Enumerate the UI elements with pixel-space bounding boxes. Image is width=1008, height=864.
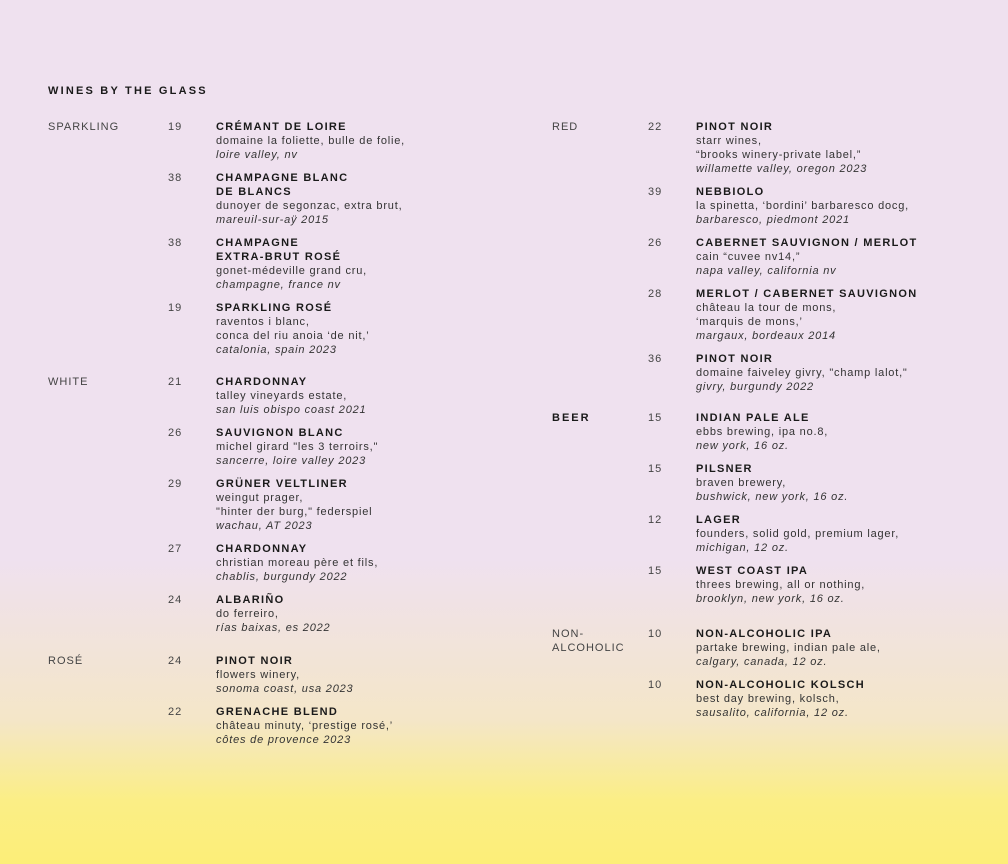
item-name: CHARDONNAY (216, 543, 308, 555)
item-origin: côtes de provence 2023 (216, 734, 352, 746)
item-producer: starr wines, “brooks winery-private label,” (696, 135, 862, 161)
menu-item (648, 564, 899, 606)
item-price: 10 (648, 628, 663, 640)
item-origin: bushwick, new york, 16 oz. (696, 491, 849, 503)
menu-item (168, 654, 393, 696)
item-list (168, 654, 393, 747)
item-name: SAUVIGNON BLANC (216, 427, 344, 439)
item-price: 38 (168, 237, 183, 249)
item-origin: wachau, AT 2023 (216, 520, 313, 532)
item-list (648, 120, 918, 394)
item-origin: napa valley, california nv (696, 265, 837, 277)
menu-item (648, 185, 918, 227)
item-name: PILSNER (696, 463, 753, 475)
section-label: NON- ALCOHOLIC (552, 628, 625, 654)
menu-item (168, 171, 405, 227)
item-producer: flowers winery, (216, 669, 300, 681)
item-producer: weingut prager, "hinter der burg," federspiel (216, 492, 373, 518)
item-name: PINOT NOIR (216, 655, 294, 667)
item-list (648, 411, 899, 606)
menu-item (648, 513, 899, 555)
item-price: 29 (168, 478, 183, 490)
item-origin: loire valley, nv (216, 149, 298, 161)
item-producer: cain “cuvee nv14,” (696, 251, 801, 263)
menu-item (168, 705, 393, 747)
menu-item (168, 375, 378, 417)
menu-item (168, 542, 378, 584)
menu-item (648, 462, 899, 504)
item-origin: champagne, france nv (216, 279, 341, 291)
menu-item (648, 236, 918, 278)
item-origin: sausalito, california, 12 oz. (696, 707, 849, 719)
item-name: MERLOT / CABERNET SAUVIGNON (696, 288, 918, 300)
item-price: 15 (648, 565, 663, 577)
item-price: 19 (168, 302, 183, 314)
item-origin: margaux, bordeaux 2014 (696, 330, 836, 342)
item-producer: raventos i blanc, conca del riu anoia ‘de nit,’ (216, 316, 370, 342)
item-producer: domaine faiveley givry, "champ lalot," (696, 367, 908, 379)
item-name: GRÜNER VELTLINER (216, 478, 348, 490)
menu-item (648, 678, 881, 720)
item-origin: barbaresco, piedmont 2021 (696, 214, 850, 226)
item-name: LAGER (696, 514, 741, 526)
item-origin: new york, 16 oz. (696, 440, 789, 452)
item-producer: braven brewery, (696, 477, 787, 489)
menu-item (648, 627, 881, 669)
menu-item (648, 411, 899, 453)
item-producer: dunoyer de segonzac, extra brut, (216, 200, 403, 212)
section-label: ROSÉ (48, 655, 84, 667)
item-producer: partake brewing, indian pale ale, (696, 642, 881, 654)
item-name: CHAMPAGNE EXTRA-BRUT ROSÉ (216, 237, 342, 263)
item-producer: christian moreau père et fils, (216, 557, 379, 569)
item-producer: founders, solid gold, premium lager, (696, 528, 900, 540)
section-label: RED (552, 121, 579, 133)
item-list (168, 375, 378, 635)
item-origin: calgary, canada, 12 oz. (696, 656, 828, 668)
item-producer: château minuty, ‘prestige rosé,’ (216, 720, 394, 732)
item-price: 38 (168, 172, 183, 184)
menu-item (168, 593, 378, 635)
menu-item (648, 120, 918, 176)
item-name: CHARDONNAY (216, 376, 308, 388)
menu-item (168, 120, 405, 162)
item-origin: san luis obispo coast 2021 (216, 404, 367, 416)
menu-item (168, 236, 405, 292)
item-price: 10 (648, 679, 663, 691)
item-price: 39 (648, 186, 663, 198)
item-origin: chablis, burgundy 2022 (216, 571, 348, 583)
item-name: CRÉMANT DE LOIRE (216, 121, 347, 133)
item-name: CABERNET SAUVIGNON / MERLOT (696, 237, 918, 249)
item-name: GRENACHE BLEND (216, 706, 339, 718)
item-producer: domaine la foliette, bulle de folie, (216, 135, 406, 147)
item-price: 15 (648, 463, 663, 475)
item-price: 21 (168, 376, 183, 388)
section-label: WHITE (48, 376, 89, 388)
item-origin: mareuil-sur-aÿ 2015 (216, 214, 329, 226)
item-price: 26 (648, 237, 663, 249)
item-producer: michel girard "les 3 terroirs," (216, 441, 379, 453)
menu-item (648, 287, 918, 343)
item-name: NON-ALCOHOLIC KOLSCH (696, 679, 865, 691)
item-price: 36 (648, 353, 663, 365)
item-name: PINOT NOIR (696, 353, 774, 365)
item-price: 27 (168, 543, 183, 555)
item-price: 24 (168, 594, 183, 606)
item-name: NEBBIOLO (696, 186, 765, 198)
section-label: SPARKLING (48, 121, 120, 133)
item-producer: talley vineyards estate, (216, 390, 348, 402)
item-price: 24 (168, 655, 183, 667)
item-origin: michigan, 12 oz. (696, 542, 789, 554)
item-origin: rías baixas, es 2022 (216, 622, 331, 634)
item-producer: château la tour de mons, ‘marquis de mons,’ (696, 302, 837, 328)
menu-heading: WINES BY THE GLASS (48, 85, 208, 97)
menu-item (648, 352, 918, 394)
item-price: 19 (168, 121, 183, 133)
item-price: 22 (648, 121, 663, 133)
item-price: 12 (648, 514, 663, 526)
item-origin: catalonia, spain 2023 (216, 344, 337, 356)
item-producer: threes brewing, all or nothing, (696, 579, 866, 591)
item-origin: willamette valley, oregon 2023 (696, 163, 868, 175)
menu-item (168, 426, 378, 468)
item-list (168, 120, 405, 357)
item-name: SPARKLING ROSÉ (216, 302, 333, 314)
item-price: 15 (648, 412, 663, 424)
menu-item (168, 301, 405, 357)
item-name: WEST COAST IPA (696, 565, 809, 577)
item-price: 22 (168, 706, 183, 718)
item-producer: ebbs brewing, ipa no.8, (696, 426, 829, 438)
item-price: 26 (168, 427, 183, 439)
item-producer: la spinetta, ‘bordini’ barbaresco docg, (696, 200, 910, 212)
item-name: CHAMPAGNE BLANC DE BLANCS (216, 172, 349, 198)
item-origin: sancerre, loire valley 2023 (216, 455, 367, 467)
item-origin: sonoma coast, usa 2023 (216, 683, 354, 695)
item-producer: do ferreiro, (216, 608, 279, 620)
item-price: 28 (648, 288, 663, 300)
item-origin: givry, burgundy 2022 (696, 381, 814, 393)
section-label: BEER (552, 412, 591, 424)
item-origin: brooklyn, new york, 16 oz. (696, 593, 845, 605)
item-producer: gonet-médeville grand cru, (216, 265, 368, 277)
item-name: NON-ALCOHOLIC IPA (696, 628, 833, 640)
item-name: PINOT NOIR (696, 121, 774, 133)
item-name: INDIAN PALE ALE (696, 412, 810, 424)
item-list (648, 627, 881, 720)
menu-item (168, 477, 378, 533)
item-name: ALBARIÑO (216, 594, 285, 606)
item-producer: best day brewing, kolsch, (696, 693, 840, 705)
